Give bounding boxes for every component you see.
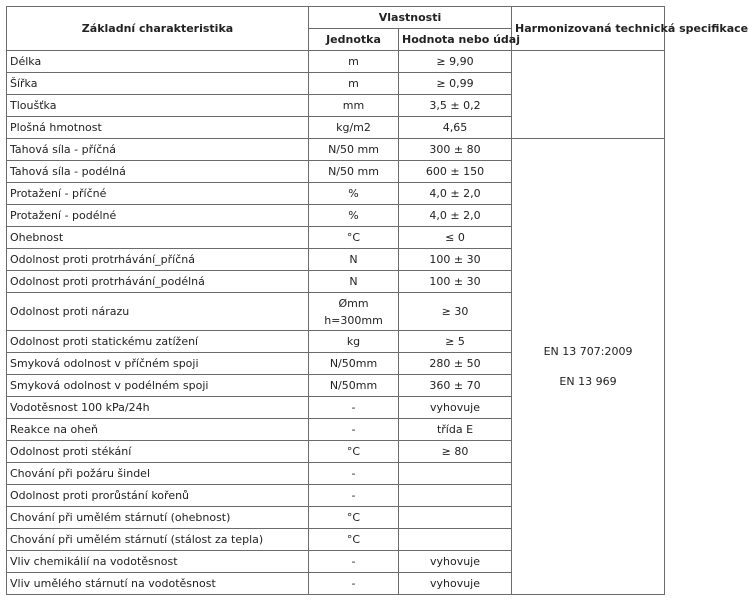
- header-unit: Jednotka: [309, 29, 399, 51]
- row-value: ≥ 0,99: [399, 73, 512, 95]
- row-name: Smyková odolnost v příčném spoji: [7, 353, 309, 375]
- row-value: 600 ± 150: [399, 161, 512, 183]
- row-value: 4,0 ± 2,0: [399, 205, 512, 227]
- row-value: ≥ 30: [399, 293, 512, 331]
- row-value: [399, 507, 512, 529]
- row-unit: °C: [309, 529, 399, 551]
- row-name: Odolnost proti prorůstání kořenů: [7, 485, 309, 507]
- row-unit-line-1: Ømm: [338, 296, 369, 310]
- row-unit: %: [309, 205, 399, 227]
- row-unit: N/50mm: [309, 353, 399, 375]
- row-name: Šířka: [7, 73, 309, 95]
- spec-cell-standards: [512, 139, 665, 595]
- row-value: ≥ 5: [399, 331, 512, 353]
- row-value: [399, 529, 512, 551]
- row-value: vyhovuje: [399, 551, 512, 573]
- row-name: Chování při umělém stárnutí (ohebnost): [7, 507, 309, 529]
- row-name: Tahová síla - příčná: [7, 139, 309, 161]
- row-name: Odolnost proti stékání: [7, 441, 309, 463]
- row-unit-line-2: h=300mm: [324, 313, 383, 327]
- row-name: Tloušťka: [7, 95, 309, 117]
- row-unit: kg/m2: [309, 117, 399, 139]
- row-name: Délka: [7, 51, 309, 73]
- row-name: Odolnost proti protrhávání_příčná: [7, 249, 309, 271]
- row-value: 300 ± 80: [399, 139, 512, 161]
- row-name: Ohebnost: [7, 227, 309, 249]
- spec-standard-2: EN 13 969: [559, 374, 617, 388]
- row-name: Tahová síla - podélná: [7, 161, 309, 183]
- row-unit: -: [309, 573, 399, 595]
- row-value: ≤ 0: [399, 227, 512, 249]
- row-unit: °C: [309, 227, 399, 249]
- row-name: Reakce na oheň: [7, 419, 309, 441]
- row-name: Chování při umělém stárnutí (stálost za tepla): [7, 529, 309, 551]
- row-name: Smyková odolnost v podélném spoji: [7, 375, 309, 397]
- row-unit: -: [309, 419, 399, 441]
- spec-standard-1: EN 13 707:2009: [543, 344, 633, 358]
- row-value: ≥ 80: [399, 441, 512, 463]
- row-name: Vodotěsnost 100 kPa/24h: [7, 397, 309, 419]
- row-value: ≥ 9,90: [399, 51, 512, 73]
- row-unit: °C: [309, 507, 399, 529]
- row-name: Chování při požáru šindel: [7, 463, 309, 485]
- row-value: [399, 485, 512, 507]
- row-value: 3,5 ± 0,2: [399, 95, 512, 117]
- row-unit: m: [309, 51, 399, 73]
- row-name: Odolnost proti nárazu: [7, 293, 309, 331]
- table-row: [7, 139, 665, 161]
- row-value: 280 ± 50: [399, 353, 512, 375]
- header-value: Hodnota nebo údaj: [399, 29, 512, 51]
- row-unit: %: [309, 183, 399, 205]
- row-value: 100 ± 30: [399, 271, 512, 293]
- row-value: třída E: [399, 419, 512, 441]
- row-unit: N/50mm: [309, 375, 399, 397]
- characteristics-table: [6, 6, 748, 595]
- header-spec: Harmonizovaná technická specifikace: [512, 7, 665, 51]
- row-unit: N/50 mm: [309, 139, 399, 161]
- row-value: [399, 463, 512, 485]
- row-unit: N: [309, 271, 399, 293]
- header-properties-group: Vlastnosti: [309, 7, 512, 29]
- row-value: 100 ± 30: [399, 249, 512, 271]
- row-name: Vliv umělého stárnutí na vodotěsnost: [7, 573, 309, 595]
- row-unit: [309, 293, 399, 331]
- row-name: Protažení - příčné: [7, 183, 309, 205]
- row-unit: N: [309, 249, 399, 271]
- spec-spacer: [515, 360, 661, 374]
- row-unit: m: [309, 73, 399, 95]
- row-unit: -: [309, 551, 399, 573]
- row-unit: mm: [309, 95, 399, 117]
- row-value: 360 ± 70: [399, 375, 512, 397]
- row-value: 4,65: [399, 117, 512, 139]
- row-unit: -: [309, 463, 399, 485]
- header-row-1: [7, 7, 665, 29]
- row-value: vyhovuje: [399, 573, 512, 595]
- row-name: Vliv chemikálií na vodotěsnost: [7, 551, 309, 573]
- row-unit: N/50 mm: [309, 161, 399, 183]
- row-name: Odolnost proti statickému zatížení: [7, 331, 309, 353]
- row-unit: -: [309, 397, 399, 419]
- spec-cell-empty: [512, 51, 665, 139]
- row-name: Protažení - podélné: [7, 205, 309, 227]
- row-value: 4,0 ± 2,0: [399, 183, 512, 205]
- row-unit: -: [309, 485, 399, 507]
- table-row: [7, 51, 665, 73]
- row-unit: °C: [309, 441, 399, 463]
- row-unit: kg: [309, 331, 399, 353]
- header-characteristic: Základní charakteristika: [7, 7, 309, 51]
- row-name: Odolnost proti protrhávání_podélná: [7, 271, 309, 293]
- row-value: vyhovuje: [399, 397, 512, 419]
- row-name: Plošná hmotnost: [7, 117, 309, 139]
